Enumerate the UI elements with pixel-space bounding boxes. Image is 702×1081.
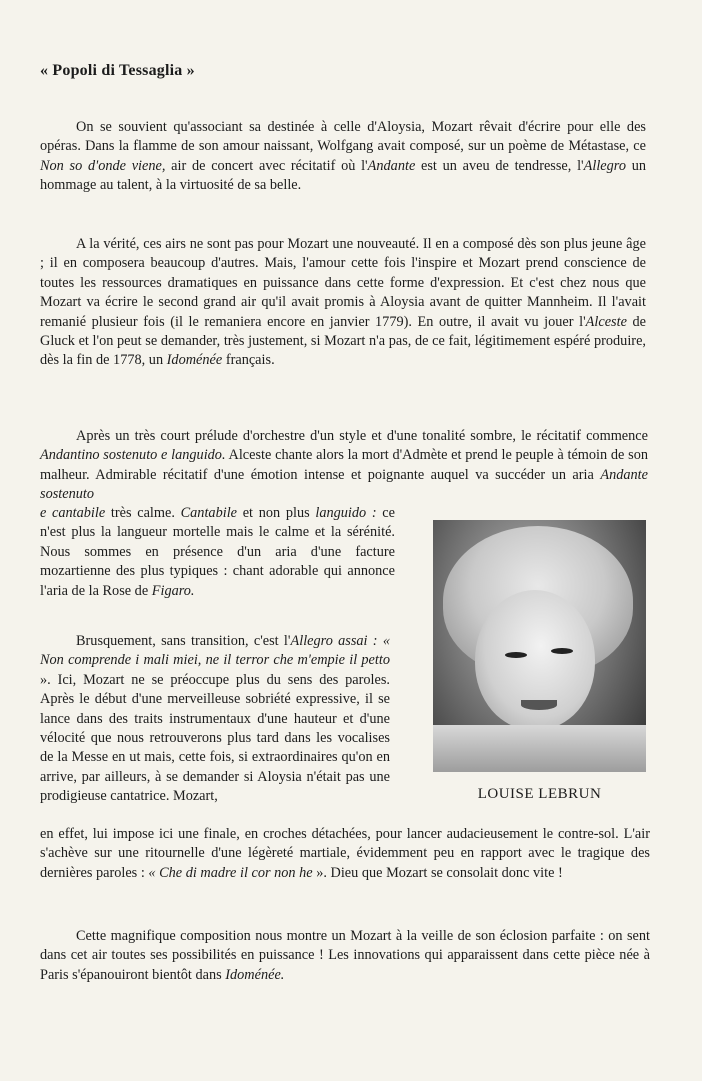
italic-text: Allegro assai : « Non comprende i mali miei, ne il terror che m'empie il petto <box>40 633 390 669</box>
left-eye <box>505 652 527 658</box>
right-eye <box>551 648 573 654</box>
text: On se souvient qu'associant sa destinée à celle d'Aloysia, Mozart rêvait d'écrire pour elle des opéras. Dans la flamme de son amour naissant, Wolfgang avait composé, sur un poème de Métastase, ce <box>40 119 646 155</box>
text: air de concert avec récitatif où l' <box>165 157 368 174</box>
photo-caption: LOUISE LEBRUN <box>477 786 602 802</box>
text: ce n'est plus la langueur mortelle mais le calme et la sérénité. Nous sommes en présence d'un aria d'une facture mozartienne des plus typiques : chant adorable qui annonce l'aria de la Rose de <box>40 505 395 599</box>
italic-text: languido : <box>315 505 377 521</box>
italic-text: Andante sostenuto <box>40 466 648 503</box>
italic-text: Allegro <box>583 157 626 174</box>
text: français. <box>222 352 275 369</box>
italic-text: Idoménée. <box>225 966 285 983</box>
text: Après un très court prélude d'orchestre d'un style et d'une tonalité sombre, le récitatif commence <box>76 428 648 444</box>
text: et non plus <box>237 505 316 521</box>
paragraph-1 <box>40 118 646 196</box>
text: très calme. <box>105 505 181 521</box>
page-title: « Popoli di Tessaglia » <box>40 62 195 79</box>
paragraph-3 <box>40 427 648 505</box>
collar <box>433 725 646 772</box>
text: en effet, lui impose ici une finale, en croches détachées, pour lancer audacieusement le contre-sol. L'air s'achève sur une ritournelle d'une légèreté martiale, évidemment peu en rapport avec le tragique des dernières paroles : <box>40 826 650 881</box>
text: ». Dieu que Mozart se consolait donc vite ! <box>312 864 563 881</box>
italic-text: Idoménée <box>166 352 223 369</box>
italic-text: Non so d'onde viene, <box>40 157 166 174</box>
text: un hommage au talent, à la virtuosité de sa belle. <box>40 157 647 194</box>
text: de Gluck et l'on peut se demander, très justement, si Mozart n'a pas, de ce fait, légitimement espéré produire, dès la fin de 1778, un <box>40 313 646 369</box>
text: est un aveu de tendresse, l' <box>415 157 584 174</box>
italic-text: Cantabile <box>180 505 238 521</box>
italic-text: Andantino sostenuto e languido. <box>40 447 226 464</box>
italic-text: Alceste <box>585 313 627 330</box>
paragraph-2 <box>40 235 646 371</box>
paragraph-3-continued <box>40 504 395 601</box>
italic-text: Andante <box>367 157 416 174</box>
paragraph-4 <box>40 632 390 807</box>
text: Brusquement, sans transition, c'est l' <box>76 633 291 649</box>
text: Cette magnifique composition nous montre un Mozart à la veille de son éclosion parfaite : on sent dans cet air toutes ses possibilités en puissance ! Les innovations qui apparaissent dans cette pièce née à Paris s'épanouiront bientôt dans <box>40 928 650 983</box>
paragraph-4-continued <box>40 825 650 883</box>
italic-text: Figaro. <box>151 582 195 599</box>
italic-text: « Che di madre il cor non he <box>148 864 313 881</box>
text: Alceste chante alors la mort d'Admète et prend le peuple à témoin de son malheur. Admirable récitatif d'une émotion intense et poignante auquel va succéder un aria <box>40 447 648 483</box>
text: A la vérité, ces airs ne sont pas pour Mozart une nouveauté. Il en a composé dès son plus jeune âge ; il en composera beaucoup d'autres. Mais, l'amour cette fois l'inspire et Mozart prend conscience de toutes les ressources dramatiques en puissance dans cette forme d'expression. Et c'est chez nous que Mozart va écrire le second grand air qu'il avait promis à Aloysia avant de quitter Mannheim. Il l'avait remanié plusieur fois (il le remaniera encore en janvier 1779). En outre, il avait vu jouer l' <box>40 236 646 330</box>
portrait-photo <box>433 520 646 772</box>
paragraph-5 <box>40 927 650 985</box>
mouth <box>521 700 557 710</box>
italic-text: e cantabile <box>40 505 106 521</box>
text: ». Ici, Mozart ne se préoccupe plus du sens des paroles. Après le début d'une merveilleuse sobriété expressive, il se lance dans des traits instrumentaux d'une hauteur et d'une vélocité que nous retrouverons plus tard dans les vocalises de la Messe en ut mais, cette fois, si extraordinaires qu'on en arrive, par ailleurs, à se demander si Aloysia n'était pas une prodigieuse cantatrice. Mozart, <box>40 671 390 805</box>
